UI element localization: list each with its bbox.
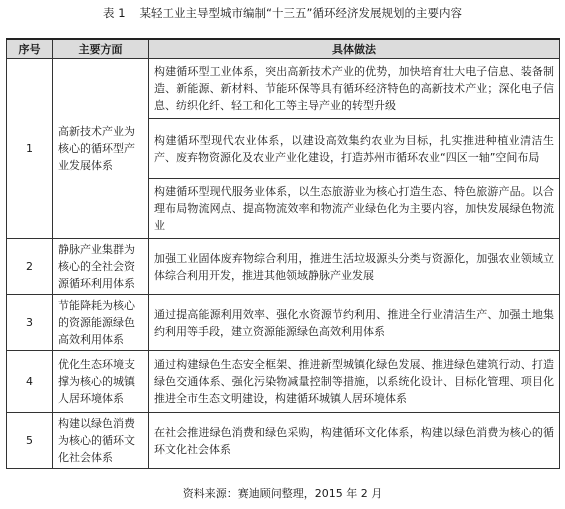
- row-practice: 通过提高能源利用效率、强化水资源节约利用、推进全行业清洁生产、加强土地集约利用等手段，建立资源能源绿色高效利用体系: [149, 295, 560, 351]
- table-row: [7, 239, 560, 295]
- header-practice: 具体做法: [149, 39, 560, 59]
- table-body: [7, 59, 560, 469]
- row-area: 构建以绿色消费为核心的循环文化社会体系: [53, 413, 149, 469]
- row-number: 2: [7, 239, 53, 295]
- table-row: [7, 59, 560, 119]
- row-area: 静脉产业集群为核心的全社会资源循环利用体系: [53, 239, 149, 295]
- row-practice: 构建循环型工业体系，突出高新技术产业的优势，加快培育壮大电子信息、装备制造、新能源、新材料、节能环保等具有循环经济特色的高新技术产业；深化电子信息、纺织化纤、轻工和化工等主导产业的转型升级: [149, 59, 560, 119]
- row-practice: 加强工业固体废弃物综合利用，推进生活垃圾源头分类与资源化，加强农业领域立体综合利用开发，推进其他领域静脉产业发展: [149, 239, 560, 295]
- source-note: 资料来源：赛迪顾问整理，2015 年 2 月: [182, 487, 383, 500]
- row-practice: 构建循环型现代农业体系，以建设高效集约农业为目标，扎实推进种植业清洁生产、废弃物资源化及农业产业化建设，打造苏州市循环农业“四区一轴”空间布局: [149, 119, 560, 179]
- row-number: 1: [7, 59, 53, 239]
- table-row: [7, 351, 560, 413]
- header-no: 序号: [7, 39, 53, 59]
- row-practice: 通过构建绿色生态安全框架、推进新型城镇化绿色发展、推进绿色建筑行动、打造绿色交通体系、强化污染物减量控制等措施，以系统化设计、目标化管理、项目化推进全市生态文明建设，构建循环城镇人居环境体系: [149, 351, 560, 413]
- row-practice: 构建循环型现代服务业体系，以生态旅游业为核心打造生态、特色旅游产品。以合理布局物流网点、提高物流效率和物流产业绿色化为主要内容，加快发展绿色物流业: [149, 179, 560, 239]
- row-number: 3: [7, 295, 53, 351]
- plan-table: [6, 38, 560, 469]
- row-number: 4: [7, 351, 53, 413]
- row-area: 节能降耗为核心的资源能源绿色高效利用体系: [53, 295, 149, 351]
- table-header-row: [7, 39, 560, 59]
- row-area: 优化生态环境支撑为核心的城镇人居环境体系: [53, 351, 149, 413]
- table-row: [7, 413, 560, 469]
- row-practice: 在社会推进绿色消费和绿色采购，构建循环文化体系，构建以绿色消费为核心的循环文化社会体系: [149, 413, 560, 469]
- row-number: 5: [7, 413, 53, 469]
- table-number: 表 1: [103, 6, 126, 20]
- row-area: 高新技术产业为核心的循环型产业发展体系: [53, 59, 149, 239]
- table-row: [7, 295, 560, 351]
- table-caption: [0, 4, 565, 22]
- table-title: 某轻工业主导型城市编制“十三五”循环经济发展规划的主要内容: [139, 6, 462, 20]
- header-area: 主要方面: [53, 39, 149, 59]
